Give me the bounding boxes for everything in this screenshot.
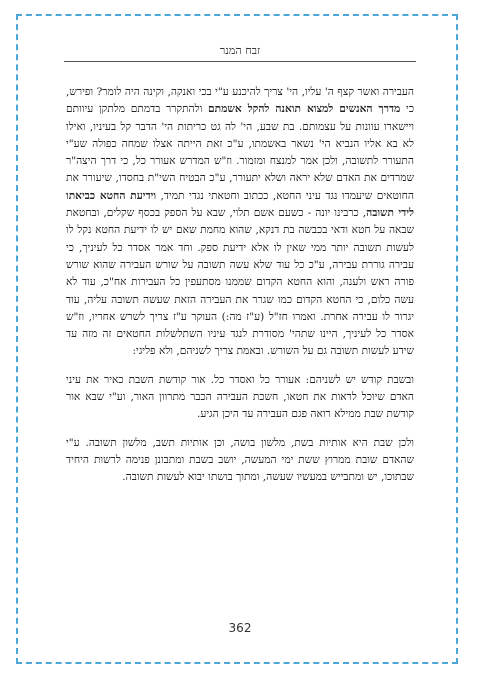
body-text xyxy=(66,84,414,498)
header-divider xyxy=(64,61,416,62)
text-segment: ולכן שבת היא אותיות בשת, מלשון בושה, וכן אותיות תשב, מלשון תשובה. ע"י שהאדם שובת ממרוץ ששת ימי המעשה, יושב בשבת ומתבונן פנימה לרשות היחיד שבתוכו, יש ומתבייש במעשיו שעשה, ומתוך בושתו יבוא לעשות תשובה. xyxy=(66,436,414,484)
paragraph-1 xyxy=(66,84,414,361)
text-segment: ובשבת קודש יש לשניהם: אעורר כל ואסדר כל. אור קודשת השבת כאיר את עיני האדם שיוכל לראות את חטאו, חשכת העבירה הכבר מתרוון האור, וע"י שבא אור קודשת שבת ממילא רואה פגם העבירה עד היכן הגיע. xyxy=(66,373,414,421)
bold-phrase: מדרך האנשים למצוא תואנה להקל אשמתם xyxy=(208,103,401,116)
page-number: 362 xyxy=(228,621,252,635)
text-segment: ולהתקרר בדמתם מלתקן עיוותם ויישארו עוונות על עצמותם. בת שבע, הי' לה גט כריתות הי' הדבר קל בעיניו, ואילו לא בא אליו הנביא הי' נשאר באשמתו, ע"כ זאת הייתה אצלו שמחה כפולה שע"י התעורר לתשובה, ולכן אמר למנצח ומזמור. וז"ש המדרש אעורר כל, כי דרך היצה"ר שמרדים את האדם שלא יראה ושלא יתעורר, ע"כ הבטיח השי"ת בחסדו, שיעורר את החוטאים שיעמדו נגד עיני החטא, ככתוב וחטאתי נגדי תמיד, xyxy=(66,103,414,202)
paragraph-2 xyxy=(66,372,414,424)
running-header: זבח המנר xyxy=(219,44,261,57)
bold-phrase: וידיעת החטא כביאתו לידי תשובה xyxy=(66,189,414,220)
text-segment: העבירה ואשר קצף ה' עליו, הי' צריך להיכנע ע"י בכי ואנקה, וקינה היה לומר? ופירש, כי xyxy=(66,86,415,116)
text-segment: , כרבינו יונה - כשעם אשם תלוי, שבא על הספק בכסף שקלים, ובחטאת שבאה על חטא ודאי בכבשה בת דנקא, שהוא מחמת שאם יש לו ידיעת החטא נקל לו לעשות תשובה יותר ממי שאין לו אלא ידיעת ספק. וחד אמר אסדר כל לעיניך, כי עבירה גוררת עבירה, ע"כ כל עוד שלא עשה תשובה על שורש העבירה שהוא שורש פורה ראש ולענה, והוא החטא הקדום שממנו מסתעפין כל העבירות אח"כ, עוד לא עשה כלום, כי החטא הקדום כמו שגרר את העבירה הזאת שעשה תשובה עליה, עוד יגרור לו עבירה אחרת. ואמרו חז"ל (ע"ז מה:) העוקר ע"ז צריך לשרש אחריו, וז"ש אסדר כל לעיניך, היינו שתהי' מסודרת לנגד עיניו השתלשלות החטאים זה מזה עד שידע לעשות תשובה גם על השורש. ובאמת צריך לשניהם, ולא פליגי: xyxy=(66,207,414,358)
paragraph-3 xyxy=(66,435,414,487)
